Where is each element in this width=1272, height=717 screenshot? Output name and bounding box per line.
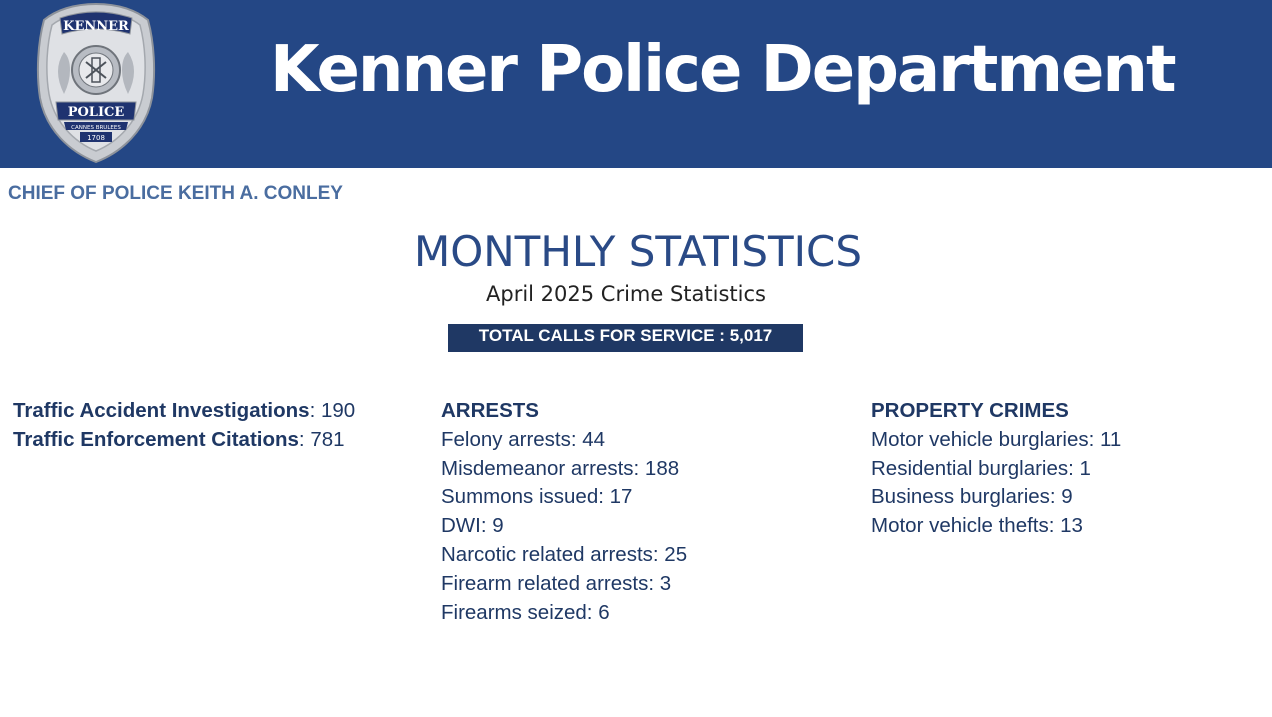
- property-crimes-item: Business burglaries: 9: [871, 485, 1073, 509]
- traffic-column: [13, 397, 355, 455]
- arrests-item: Misdemeanor arrests: 188: [441, 456, 680, 480]
- arrests-item: DWI: 9: [441, 514, 504, 538]
- property-crimes-heading: PROPERTY CRIMES: [871, 399, 1069, 422]
- property-crimes-column: [871, 397, 1121, 541]
- property-crimes-item: Motor vehicle burglaries: 11: [871, 427, 1122, 451]
- badge-bottom-text: POLICE: [67, 105, 125, 120]
- arrests-item: Felony arrests: 44: [441, 427, 606, 451]
- arrests-heading: ARRESTS: [441, 399, 539, 422]
- arrests-item: Summons issued: 17: [441, 485, 633, 509]
- total-calls-badge: TOTAL CALLS FOR SERVICE : 5,017: [448, 324, 803, 352]
- traffic-item-label: Traffic Enforcement Citations: [13, 427, 299, 451]
- stats-title: MONTHLY STATISTICS: [413, 227, 863, 276]
- traffic-item: [13, 397, 355, 426]
- badge-motto-text: CANNES BRULEES: [71, 125, 121, 131]
- traffic-item-value: : 190: [309, 399, 356, 422]
- traffic-item-label: Traffic Accident Investigations: [13, 399, 310, 422]
- chief-of-police: CHIEF OF POLICE KEITH A. CONLEY: [8, 183, 343, 204]
- arrests-item: Narcotic related arrests: 25: [441, 542, 688, 566]
- badge-year-text: 1708: [87, 134, 105, 142]
- police-badge-icon: [34, 2, 158, 164]
- header-banner: [0, 0, 1272, 168]
- page-title: Kenner Police Department: [270, 33, 1175, 107]
- property-crimes-item: Residential burglaries: 1: [871, 456, 1091, 480]
- property-crimes-item: Motor vehicle thefts: 13: [871, 514, 1083, 538]
- arrests-item: Firearms seized: 6: [441, 600, 610, 624]
- stats-subtitle: April 2025 Crime Statistics: [486, 282, 766, 306]
- arrests-item: Firearm related arrests: 3: [441, 571, 672, 595]
- arrests-column: [441, 397, 687, 627]
- traffic-item: [13, 426, 355, 455]
- badge-top-text: KENNER: [63, 19, 129, 34]
- traffic-item-value: : 781: [298, 427, 345, 451]
